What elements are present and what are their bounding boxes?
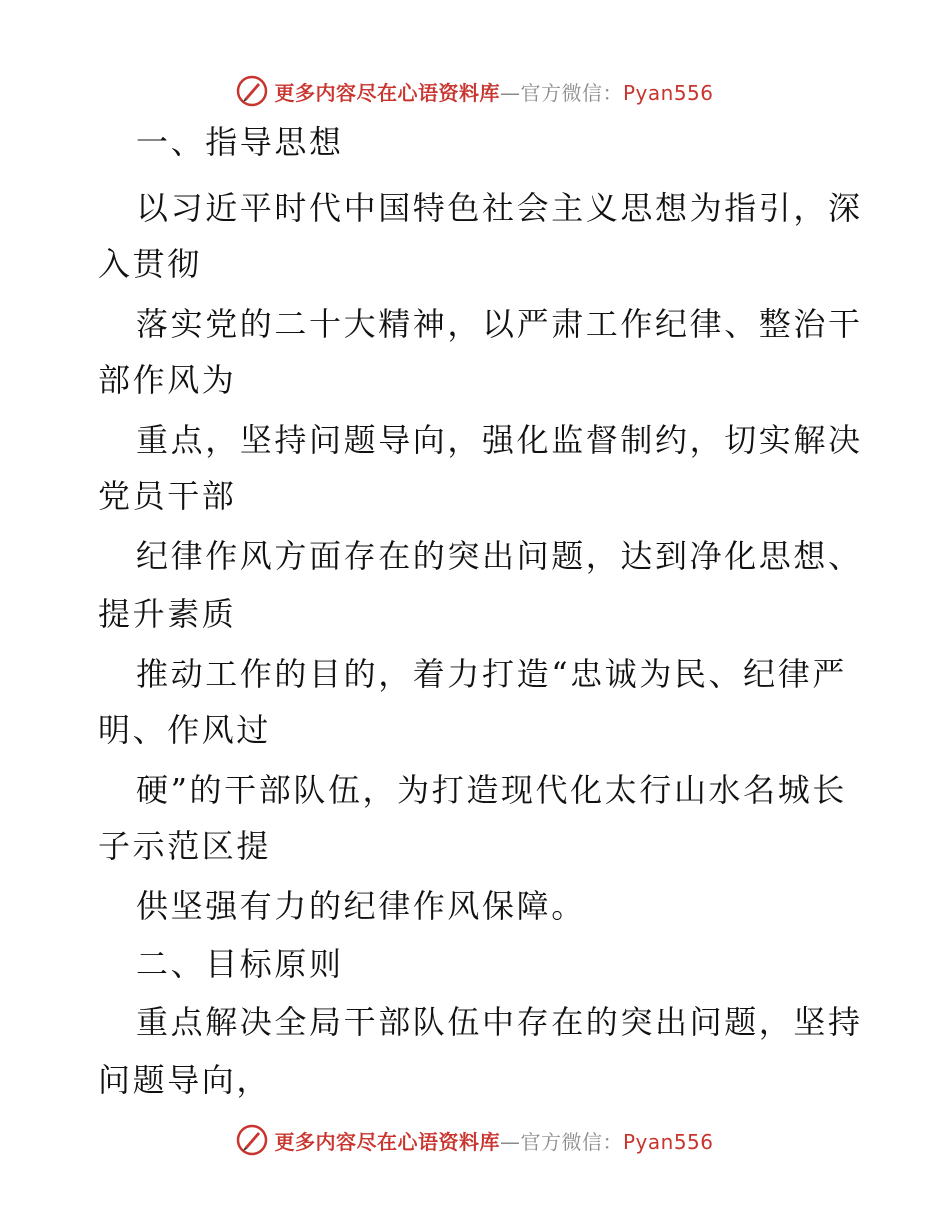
paragraph-line: 重点解决全局干部队伍中存在的突出问题，坚持 [136,1003,863,1041]
paragraph-line: 供坚强有力的纪律作风保障。 [136,887,586,925]
paragraph-line: 党员干部 [98,477,237,515]
banner-wechat-label: 官方微信： [520,1129,623,1154]
banner-wechat-id: Pyan556 [622,80,714,105]
paragraph-line: 子示范区提 [98,827,272,865]
banner-text [274,1126,713,1155]
paragraph-line: 部作风为 [98,361,237,399]
header-watermark-banner [0,71,950,111]
banner-site-name: 更多内容尽在心语资料库 [274,1129,500,1154]
paragraph-line: 明、作风过 [98,711,272,749]
banner-wechat-id: Pyan556 [622,1129,714,1154]
paragraph-line: 重点，坚持问题导向，强化监督制约，切实解决 [136,421,863,459]
banner-separator: — [499,80,521,105]
heading-goals-principles: 二、目标原则 [136,945,344,983]
paragraph-line: 以习近平时代中国特色社会主义思想为指引，深 [136,189,863,227]
paragraph-line: 硬”的干部队伍，为打造现代化太行山水名城长 [136,771,847,809]
paragraph-line: 纪律作风方面存在的突出问题，达到净化思想、 [136,537,863,575]
paragraph-line: 推动工作的目的，着力打造“忠诚为民、纪律严 [136,655,847,693]
banner-wechat-label: 官方微信： [520,80,623,105]
banner-site-name: 更多内容尽在心语资料库 [274,80,500,105]
paragraph-line: 落实党的二十大精神，以严肃工作纪律、整治干 [136,305,863,343]
footer-watermark-banner [0,1120,950,1160]
paragraph-line: 入贯彻 [98,245,202,283]
quill-logo-icon [236,1124,268,1156]
paragraph-line: 问题导向， [98,1061,272,1099]
banner-text [274,77,713,106]
quill-logo-icon [236,75,268,107]
banner-separator: — [499,1129,521,1154]
heading-guiding-ideology: 一、指导思想 [136,123,344,161]
paragraph-line: 提升素质 [98,595,237,633]
